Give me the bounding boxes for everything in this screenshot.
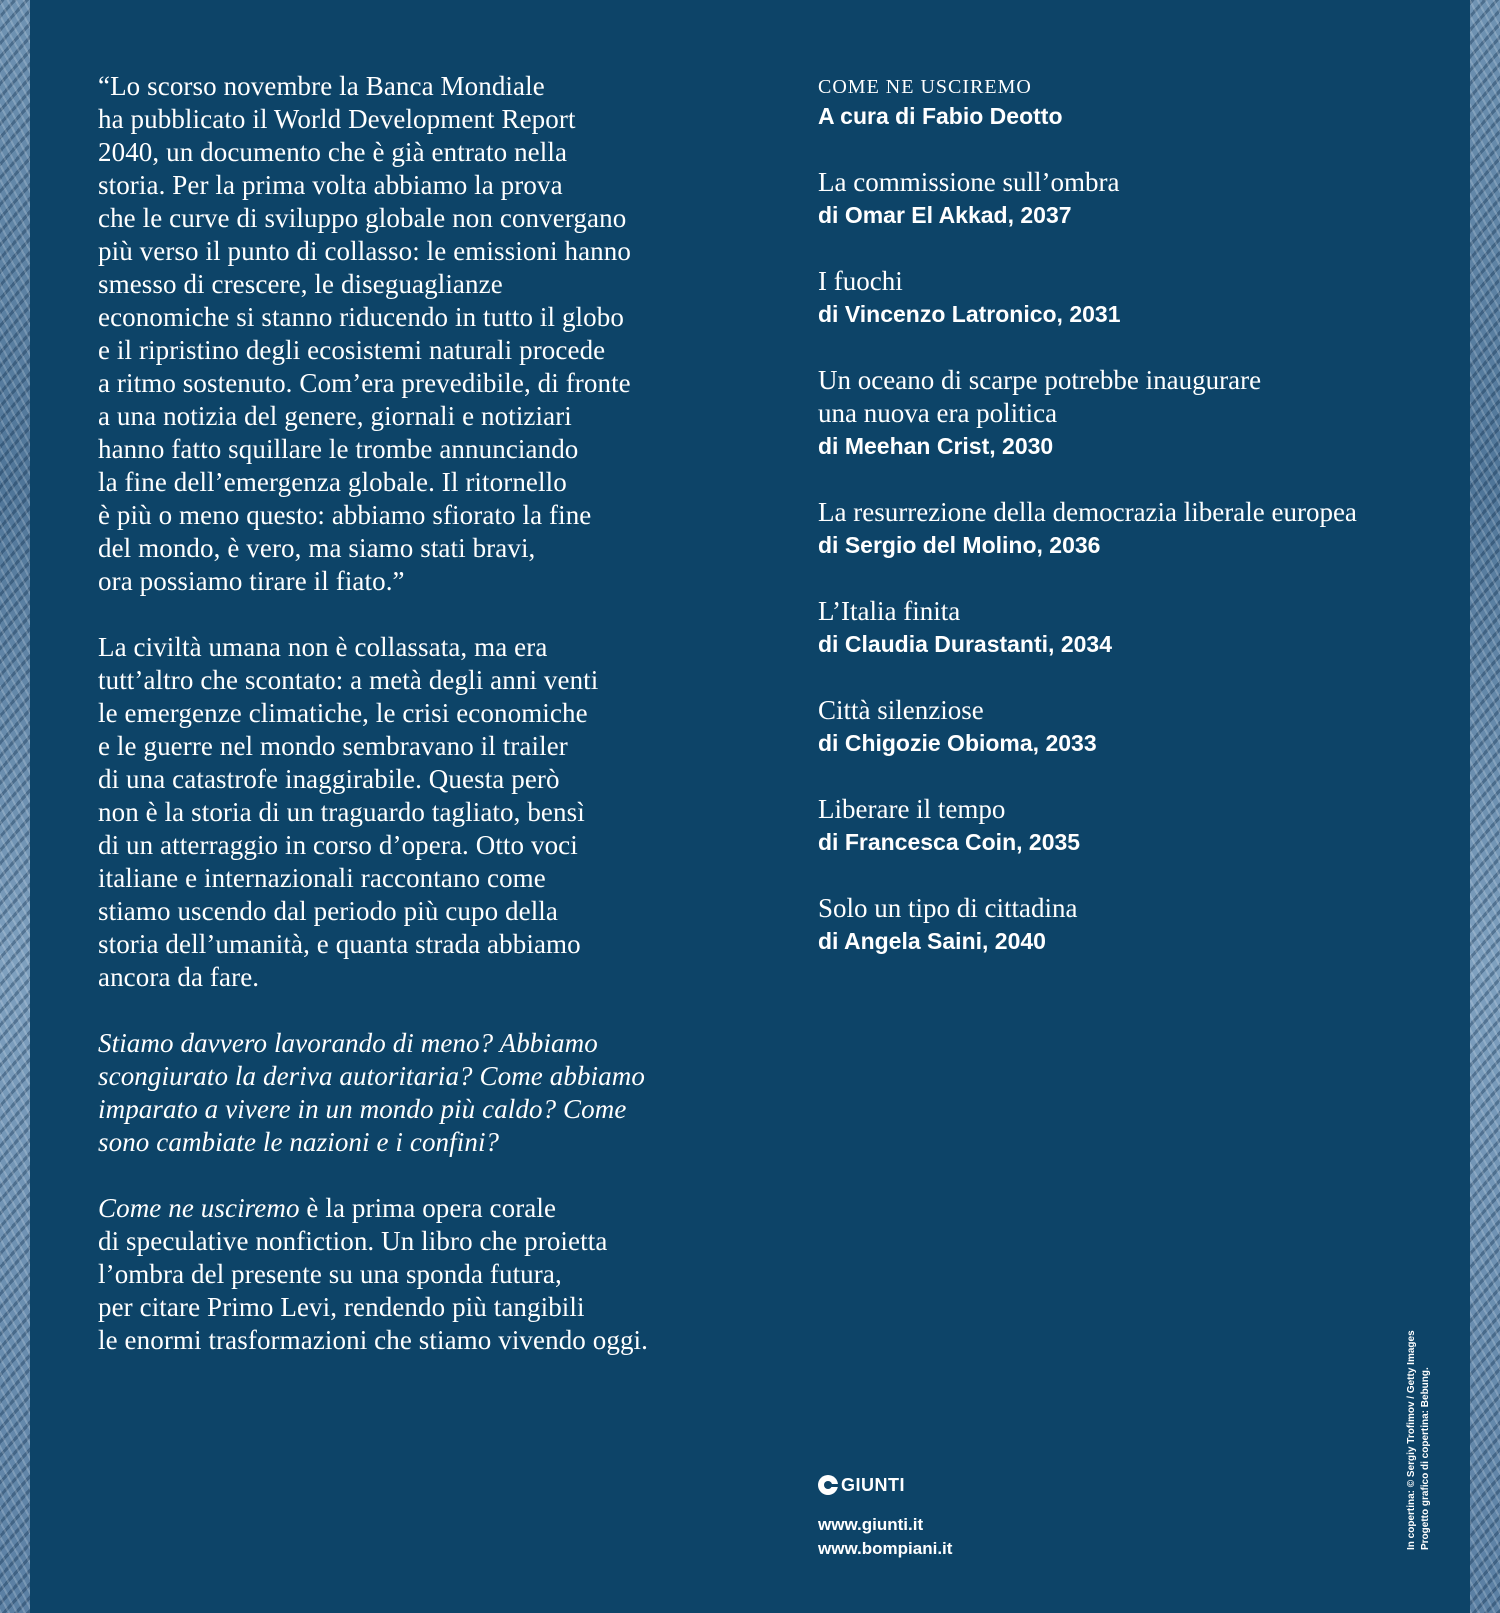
publisher-logo-text: GIUNTI [841, 1474, 905, 1495]
curator: A cura di Fabio Deotto [818, 103, 1063, 129]
story-title: Liberare il tempo [818, 794, 1006, 824]
blurb-description-paragraph: La civiltà umana non è collassata, ma era tutt’altro che scontato: a metà degli anni venti le emergenze climatiche, le crisi economiche e le guerre nel mondo sembravano il trailer di una catastrofe inaggirabile. Questa però non è la storia di un traguardo tagliato, bensì di un atterraggio in corso d’opera. Otto voci italiane e internazionali raccontano come stiamo uscendo dal periodo più cupo della storia dell’umanità, e quanta strada abbiamo ancora da fare. [98, 632, 599, 992]
book-title-inline: Come ne usciremo [98, 1193, 300, 1223]
story-author: di Chigozie Obioma, 2033 [818, 730, 1097, 756]
story-author: di Meehan Crist, 2030 [818, 433, 1054, 459]
blurb-closing-text: è la prima opera corale di speculative nonfiction. Un libro che proietta l’ombra del presente su una sponda futura, per citare Primo Levi, rendendo più tangibili le enormi trasformazioni che stiamo vivendo oggi. [98, 1193, 649, 1355]
story-author: di Claudia Durastanti, 2034 [818, 631, 1112, 657]
cover-image-edge-left [0, 0, 30, 1613]
story-item [818, 496, 1458, 562]
story-author: di Omar El Akkad, 2037 [818, 202, 1072, 228]
giunti-g-icon [818, 1475, 838, 1495]
story-item [818, 793, 1458, 859]
blurb-questions-paragraph: Stiamo davvero lavorando di meno? Abbiamo scongiurato la deriva autoritaria? Come abbiamo imparato a vivere in un mondo più caldo? Come sono cambiate le nazioni e i confini? [98, 1028, 645, 1157]
cover-image-edge-right [1470, 0, 1500, 1613]
contents-column [818, 74, 1458, 991]
story-item [818, 364, 1458, 463]
story-item [818, 166, 1458, 232]
story-author: di Vincenzo Latronico, 2031 [818, 301, 1121, 327]
series-title: COME NE USCIREMO [818, 76, 1032, 98]
website-link-giunti[interactable]: www.giunti.it [818, 1515, 924, 1534]
blurb-closing-paragraph [98, 1192, 698, 1357]
story-title: L’Italia finita [818, 596, 961, 626]
publisher-block [818, 1473, 1118, 1561]
story-author: di Francesca Coin, 2035 [818, 829, 1081, 855]
photo-credit: In copertina: © Sergiy Trofimov / Getty Images [1406, 1330, 1417, 1550]
story-author: di Sergio del Molino, 2036 [818, 532, 1101, 558]
story-title: La resurrezione della democrazia liberale europea [818, 497, 1357, 527]
story-title: I fuochi [818, 266, 903, 296]
story-author: di Angela Saini, 2040 [818, 928, 1046, 954]
story-title: Un oceano di scarpe potrebbe inaugurare una nuova era politica [818, 365, 1262, 428]
cover-credits [1405, 1310, 1433, 1550]
story-item [818, 265, 1458, 331]
blurb-quote-paragraph: “Lo scorso novembre la Banca Mondiale ha pubblicato il World Development Report 2040, un documento che è già entrato nella storia. Per la prima volta abbiamo la prova che le curve di sviluppo globale non convergano più verso il punto di collasso: le emissioni hanno smesso di crescere, le diseguaglianze economiche si stanno riducendo in tutto il globo e il ripristino degli ecosistemi naturali procede a ritmo sostenuto. Com’era prevedibile, di fronte a una notizia del genere, giornali e notiziari hanno fatto squillare le trombe annunciando la fine dell’emergenza globale. Il ritornello è più o meno questo: abbiamo sfiorato la fine del mondo, è vero, ma siamo stati bravi, ora possiamo tirare il fiato.” [98, 71, 631, 596]
blurb-column [98, 70, 698, 1390]
story-title: Solo un tipo di cittadina [818, 893, 1078, 923]
story-item [818, 595, 1458, 661]
story-item [818, 892, 1458, 958]
website-link-bompiani[interactable]: www.bompiani.it [818, 1539, 953, 1558]
design-credit: Progetto grafico di copertina: Bebung. [1420, 1367, 1431, 1550]
story-item [818, 694, 1458, 760]
story-title: La commissione sull’ombra [818, 167, 1120, 197]
publisher-logo [818, 1473, 1118, 1497]
story-title: Città silenziose [818, 695, 984, 725]
